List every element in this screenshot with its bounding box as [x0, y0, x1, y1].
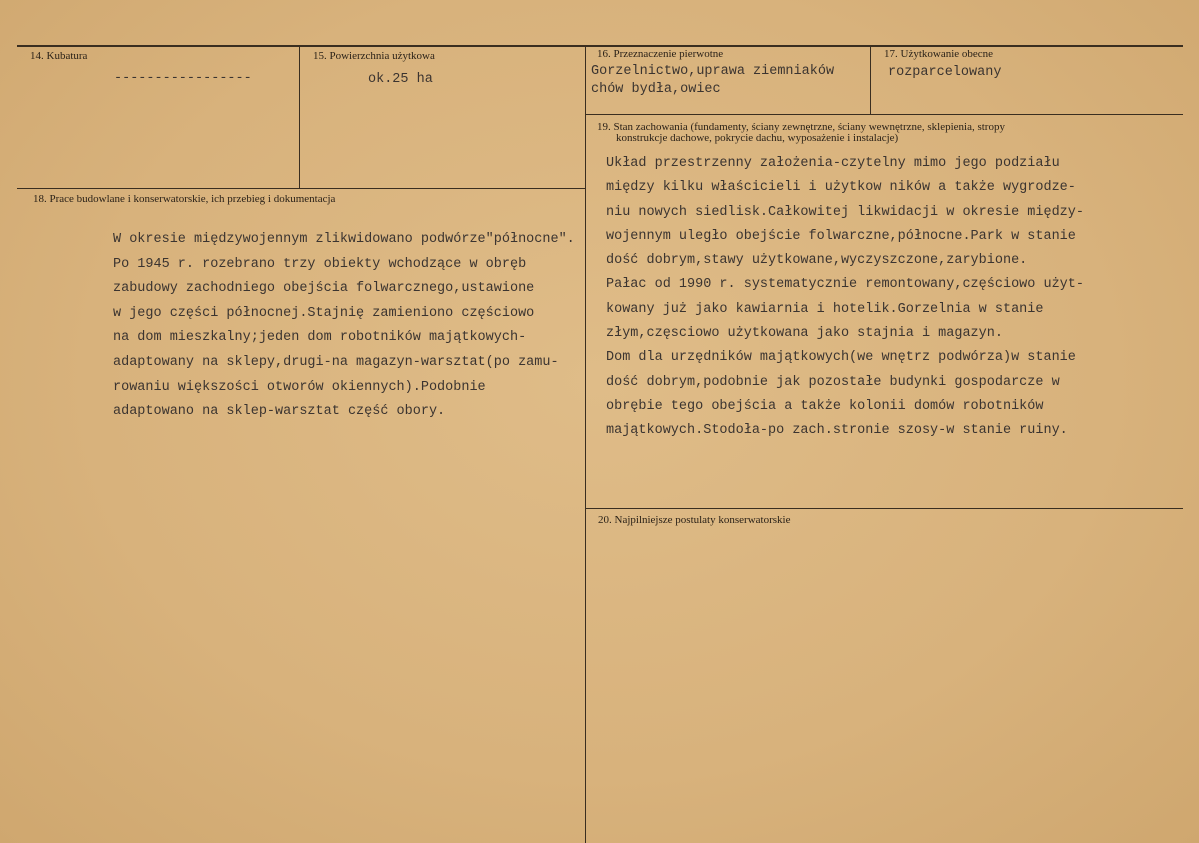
field-18-line: adaptowano na sklep-warsztat część obory. — [113, 404, 446, 420]
field-19-line: Pałac od 1990 r. systematycznie remontowany,częściowo użyt- — [606, 277, 1084, 293]
field-16-label: 16. Przeznaczenie pierwotne — [597, 48, 724, 60]
divider-15-18 — [17, 188, 585, 189]
field-19-line: Dom dla urzędników majątkowych(we wnętrz podwórza)w stanie — [606, 350, 1076, 366]
field-19-line: obrębie tego obejścia a także kolonii domów robotników — [606, 398, 1044, 414]
field-19-line: majątkowych.Stodoła-po zach.stronie szosy-w stanie ruiny. — [606, 423, 1068, 439]
field-19-label-line2: konstrukcje dachowe, pokrycie dachu, wyposażenie i instalacje) — [616, 132, 899, 144]
divider-16-19 — [585, 114, 1183, 115]
field-16-line: Gorzelnictwo,uprawa ziemniaków — [591, 64, 835, 79]
field-19-line: dość dobrym,stawy użytkowane,wyczyszczone,zarybione. — [606, 253, 1028, 269]
field-19-label-line1: 19. Stan zachowania (fundamenty, ściany zewnętrzne, ściany wewnętrzne, sklepienia, stropy — [597, 121, 1005, 133]
field-19-line: między kilku właścicieli i użytkow ników a także wygrodze- — [606, 180, 1076, 196]
divider-16-17 — [870, 46, 871, 114]
field-18-line: na dom mieszkalny;jeden dom robotników majątkowych- — [113, 330, 527, 346]
field-18-line: Po 1945 r. rozebrano trzy obiekty wchodzące w obręb — [113, 256, 527, 272]
field-19-line: niu nowych siedlisk.Całkowitej likwidacji w okresie między- — [606, 204, 1084, 220]
divider-14-15 — [299, 46, 300, 188]
field-17-label: 17. Użytkowanie obecne — [884, 48, 994, 60]
field-18-line: W okresie międzywojennym zlikwidowano podwórze"północne". — [113, 232, 575, 247]
field-19-value — [606, 152, 1084, 444]
field-20-label: 20. Najpilniejsze postulaty konserwatorskie — [598, 514, 791, 526]
divider-19-20 — [585, 508, 1183, 509]
top-border — [17, 45, 1183, 47]
field-18-line: w jego części północnej.Stajnię zamieniono częściowo — [113, 305, 535, 321]
field-19-line: wojennym uległo obejście folwarczne,północne.Park w stanie — [606, 228, 1076, 244]
field-14-value: ----------------- — [114, 71, 252, 86]
field-16-value — [591, 63, 834, 99]
field-19-line: kowany już jako kawiarnia i hotelik.Gorzelnia w stanie — [606, 301, 1044, 317]
field-19-line: złym,częsciowo użytkowana jako stajnia i magazyn. — [606, 326, 1003, 342]
field-18-line: zabudowy zachodniego obejścia folwarcznego,ustawione — [113, 281, 535, 297]
field-14-label: 14. Kubatura — [30, 50, 88, 62]
field-18-label: 18. Prace budowlane i konserwatorskie, ich przebieg i dokumentacja — [33, 193, 336, 205]
field-18-line: rowaniu większości otworów okiennych).Podobnie — [113, 379, 486, 395]
field-16-line: chów bydła,owiec — [591, 82, 721, 97]
field-15-label: 15. Powierzchnia użytkowa — [313, 50, 435, 62]
field-18-line: adaptowany na sklepy,drugi-na magazyn-warsztat(po zamu- — [113, 354, 559, 370]
divider-15-16 — [585, 46, 586, 843]
field-17-value: rozparcelowany — [888, 65, 1002, 80]
field-15-value: ok.25 ha — [368, 72, 433, 87]
field-18-value — [113, 228, 575, 425]
field-19-line: dość dobrym,podobnie jak pozostałe budynki gospodarcze w — [606, 374, 1060, 390]
field-19-line: Układ przestrzenny założenia-czytelny mimo jego podziału — [606, 156, 1060, 171]
